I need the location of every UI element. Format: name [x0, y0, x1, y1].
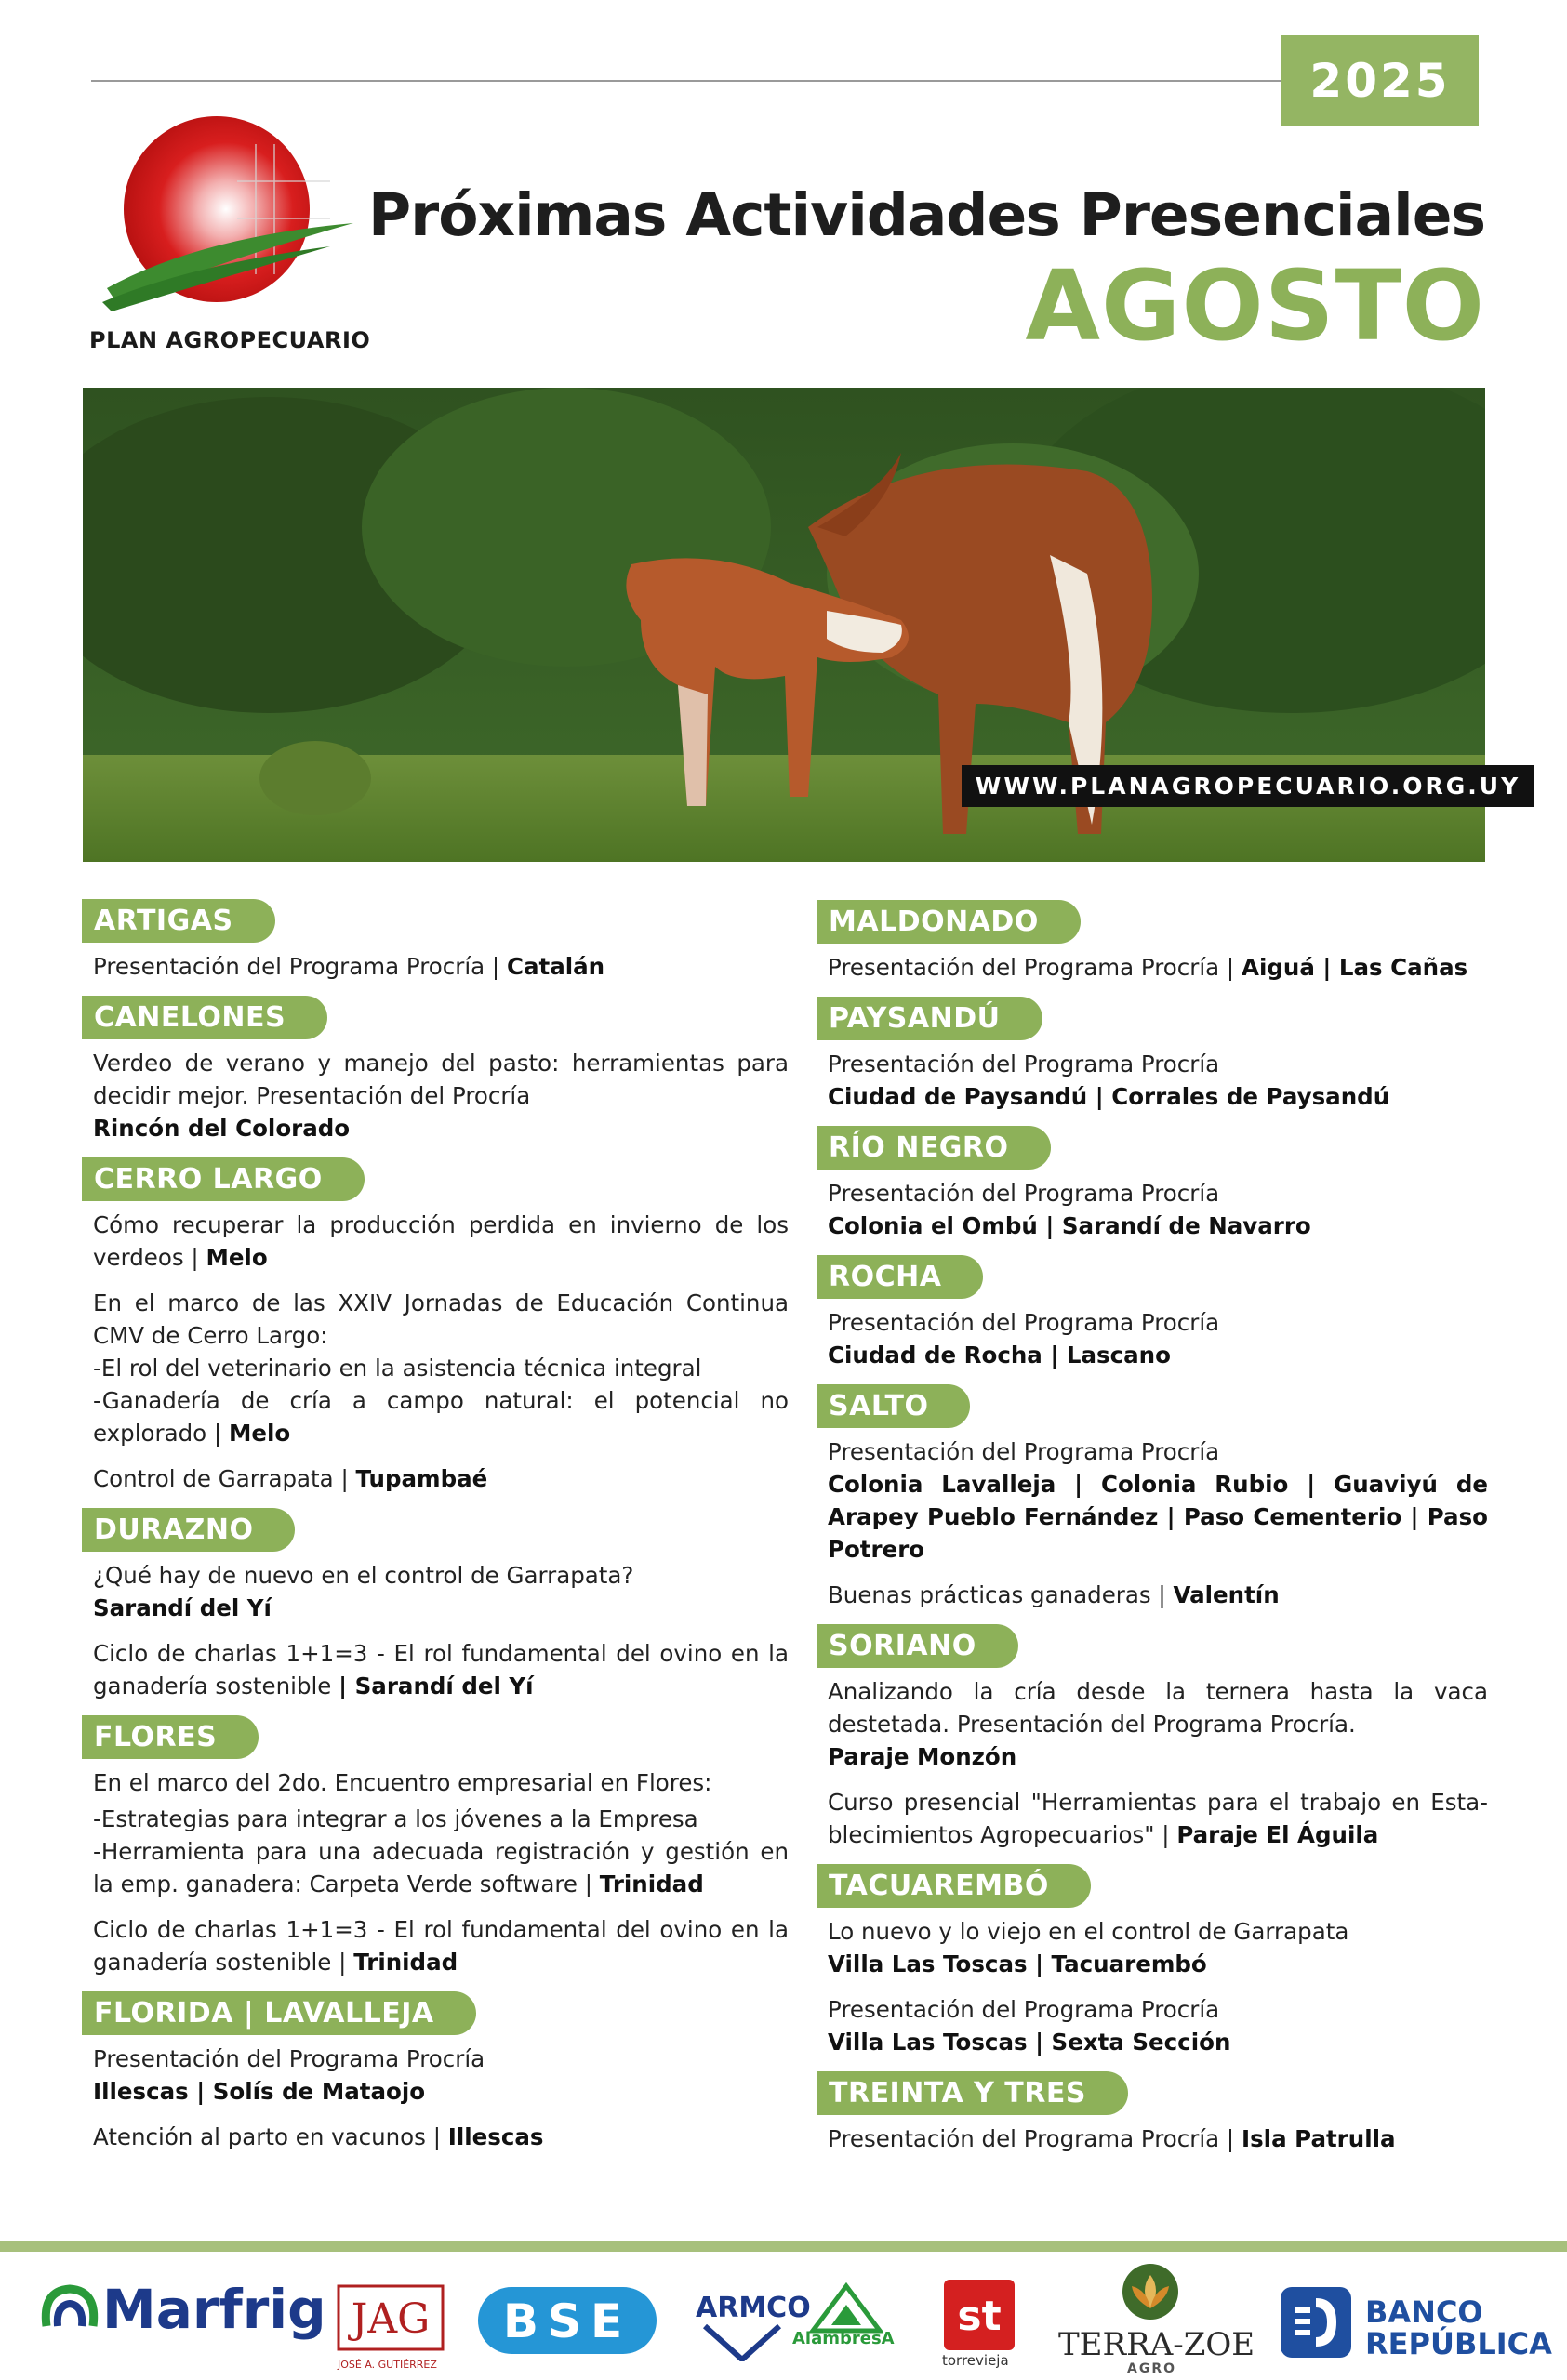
dept-label: CERRO LARGO: [82, 1157, 365, 1201]
dept-durazno: [82, 1508, 789, 1702]
jag-subtitle: JOSÉ A. GUTIÉRREZ: [338, 2359, 437, 2371]
dept-label: DURAZNO: [82, 1508, 295, 1552]
activity: Atención al parto en vacunos | Illescas: [93, 2123, 544, 2150]
bse-logo: [476, 2283, 658, 2361]
activity: Presentación del Programa Procría Colonia Lavalleja | Colonia Rubio | Guaviyú de Arapey Pueblo Fernández | Paso Cementerio | Paso Potrero: [828, 1438, 1488, 1563]
dept-label: FLORIDA | LAVALLEJA: [82, 1991, 476, 2035]
dept-label: CANELONES: [82, 996, 327, 1039]
dept-label: FLORES: [82, 1715, 259, 1759]
activity: Ciclo de charlas 1+1=3 - El rol fundamental del ovino en la ganadería sostenible | Sarandí del Yí: [93, 1640, 789, 1699]
svg-text:BSE: BSE: [502, 2294, 632, 2348]
terra-zoe-logo: TERRA-ZOE: [1058, 2326, 1255, 2363]
plan-agropecuario-logo: [88, 116, 367, 358]
left-column: [82, 899, 789, 2166]
right-column: [817, 900, 1488, 2168]
st-logo: [944, 2280, 1015, 2354]
website-url-banner[interactable]: WWW.PLANAGROPECUARIO.ORG.UY: [962, 765, 1534, 807]
dept-paysandu: [817, 997, 1488, 1113]
dept-maldonado: [817, 900, 1488, 984]
marfrig-logo: Marfrig: [37, 2278, 326, 2341]
activity: Presentación del Programa Procría Villa Las Toscas | Sexta Sección: [828, 1996, 1231, 2056]
dept-flores: [82, 1715, 789, 1978]
dept-tacuarembo: [817, 1864, 1488, 2058]
footer-divider: [0, 2241, 1567, 2252]
activity: Presentación del Programa Procría Ciudad de Rocha | Lascano: [828, 1309, 1220, 1368]
activity: En el marco de las XXIV Jornadas de Educación Continua CMV de Cerro Largo: -El rol del veterinario en la asistencia técnica integral -Ganadería de cría a campo natural: el potencial no explorado | Melo: [93, 1289, 789, 1447]
dept-artigas: [82, 899, 789, 983]
banco-republica-icon: [1279, 2285, 1353, 2363]
dept-label: TREINTA Y TRES: [817, 2071, 1128, 2115]
dept-treinta-y-tres: [817, 2071, 1488, 2155]
jag-logo: [335, 2282, 446, 2360]
month-title: AGOSTO: [1025, 249, 1485, 363]
activity: Curso presencial "Herramientas para el trabajo en Esta-blecimientos Agropecuarios" | Paraje El Águila: [828, 1789, 1488, 1848]
dept-label: ROCHA: [817, 1255, 983, 1299]
dept-label: SORIANO: [817, 1624, 1018, 1668]
st-label: torrevieja: [942, 2352, 1009, 2369]
logo-text: PLAN AGROPECUARIO: [89, 327, 371, 353]
dept-label: PAYSANDÚ: [817, 997, 1042, 1040]
header-rule: [91, 80, 1286, 82]
alambresa-label: AlambresA: [792, 2329, 895, 2348]
activity: Verdeo de verano y manejo del pasto: herramientas para decidir mejor. Presentación del Procría Rincón del Colorado: [93, 1050, 789, 1142]
activity: Analizando la cría desde la ternera hasta la vaca destetada. Presentación del Programa Procría. Paraje Monzón: [828, 1678, 1488, 1770]
activity: Presentación del Programa Procría | Aiguá | Las Cañas: [828, 954, 1468, 981]
dept-label: SALTO: [817, 1384, 970, 1428]
activity: Ciclo de charlas 1+1=3 - El rol fundamental del ovino en la ganadería sostenible | Trinidad: [93, 1916, 789, 1976]
activity: Presentación del Programa Procría Colonia el Ombú | Sarandí de Navarro: [828, 1180, 1311, 1239]
activity: -Estrategias para integrar a los jóvenes a la Empresa -Herramienta para una adecuada registración y gestión en la emp. ganadera: Carpeta Verde software | Trinidad: [93, 1805, 789, 1897]
dept-label: MALDONADO: [817, 900, 1081, 944]
dept-label: TACUAREMBÓ: [817, 1864, 1091, 1908]
dept-canelones: [82, 996, 789, 1144]
dept-soriano: [817, 1624, 1488, 1851]
dept-rocha: [817, 1255, 1488, 1371]
activity: ¿Qué hay de nuevo en el control de Garrapata? Sarandí del Yí: [93, 1562, 634, 1621]
armco-logo: ARMCO: [696, 2292, 811, 2361]
banco-republica-logo: BANCO REPÚBLICA: [1365, 2294, 1552, 2361]
dept-salto: [817, 1384, 1488, 1611]
activity: En el marco del 2do. Encuentro empresarial en Flores:: [93, 1769, 712, 1796]
dept-cerro-largo: [82, 1157, 789, 1495]
terra-zoe-icon: [1121, 2262, 1180, 2325]
year-badge: 2025: [1281, 35, 1479, 126]
activity: Cómo recuperar la producción perdida en invierno de los verdeos | Melo: [93, 1211, 789, 1271]
page-title: Próximas Actividades Presenciales: [367, 181, 1485, 249]
activity: Presentación del Programa Procría Illescas | Solís de Mataojo: [93, 2045, 485, 2105]
activity: Presentación del Programa Procría | Isla Patrulla: [828, 2125, 1396, 2152]
activity: Control de Garrapata | Tupambaé: [93, 1465, 488, 1492]
activity: Buenas prácticas ganaderas | Valentín: [828, 1581, 1280, 1608]
dept-rio-negro: [817, 1126, 1488, 1242]
activity: Lo nuevo y lo viejo en el control de Garrapata Villa Las Toscas | Tacuarembó: [828, 1918, 1349, 1977]
dept-label: ARTIGAS: [82, 899, 275, 943]
terra-zoe-subtitle: AGRO: [1127, 2361, 1177, 2376]
activity: Presentación del Programa Procría Ciudad de Paysandú | Corrales de Paysandú: [828, 1051, 1390, 1110]
dept-florida-lavalleja: [82, 1991, 789, 2153]
svg-text:st: st: [957, 2293, 1002, 2340]
svg-text:JAG: JAG: [351, 2295, 431, 2343]
dept-label: RÍO NEGRO: [817, 1126, 1051, 1170]
activity: Presentación del Programa Procría | Catalán: [93, 953, 605, 980]
